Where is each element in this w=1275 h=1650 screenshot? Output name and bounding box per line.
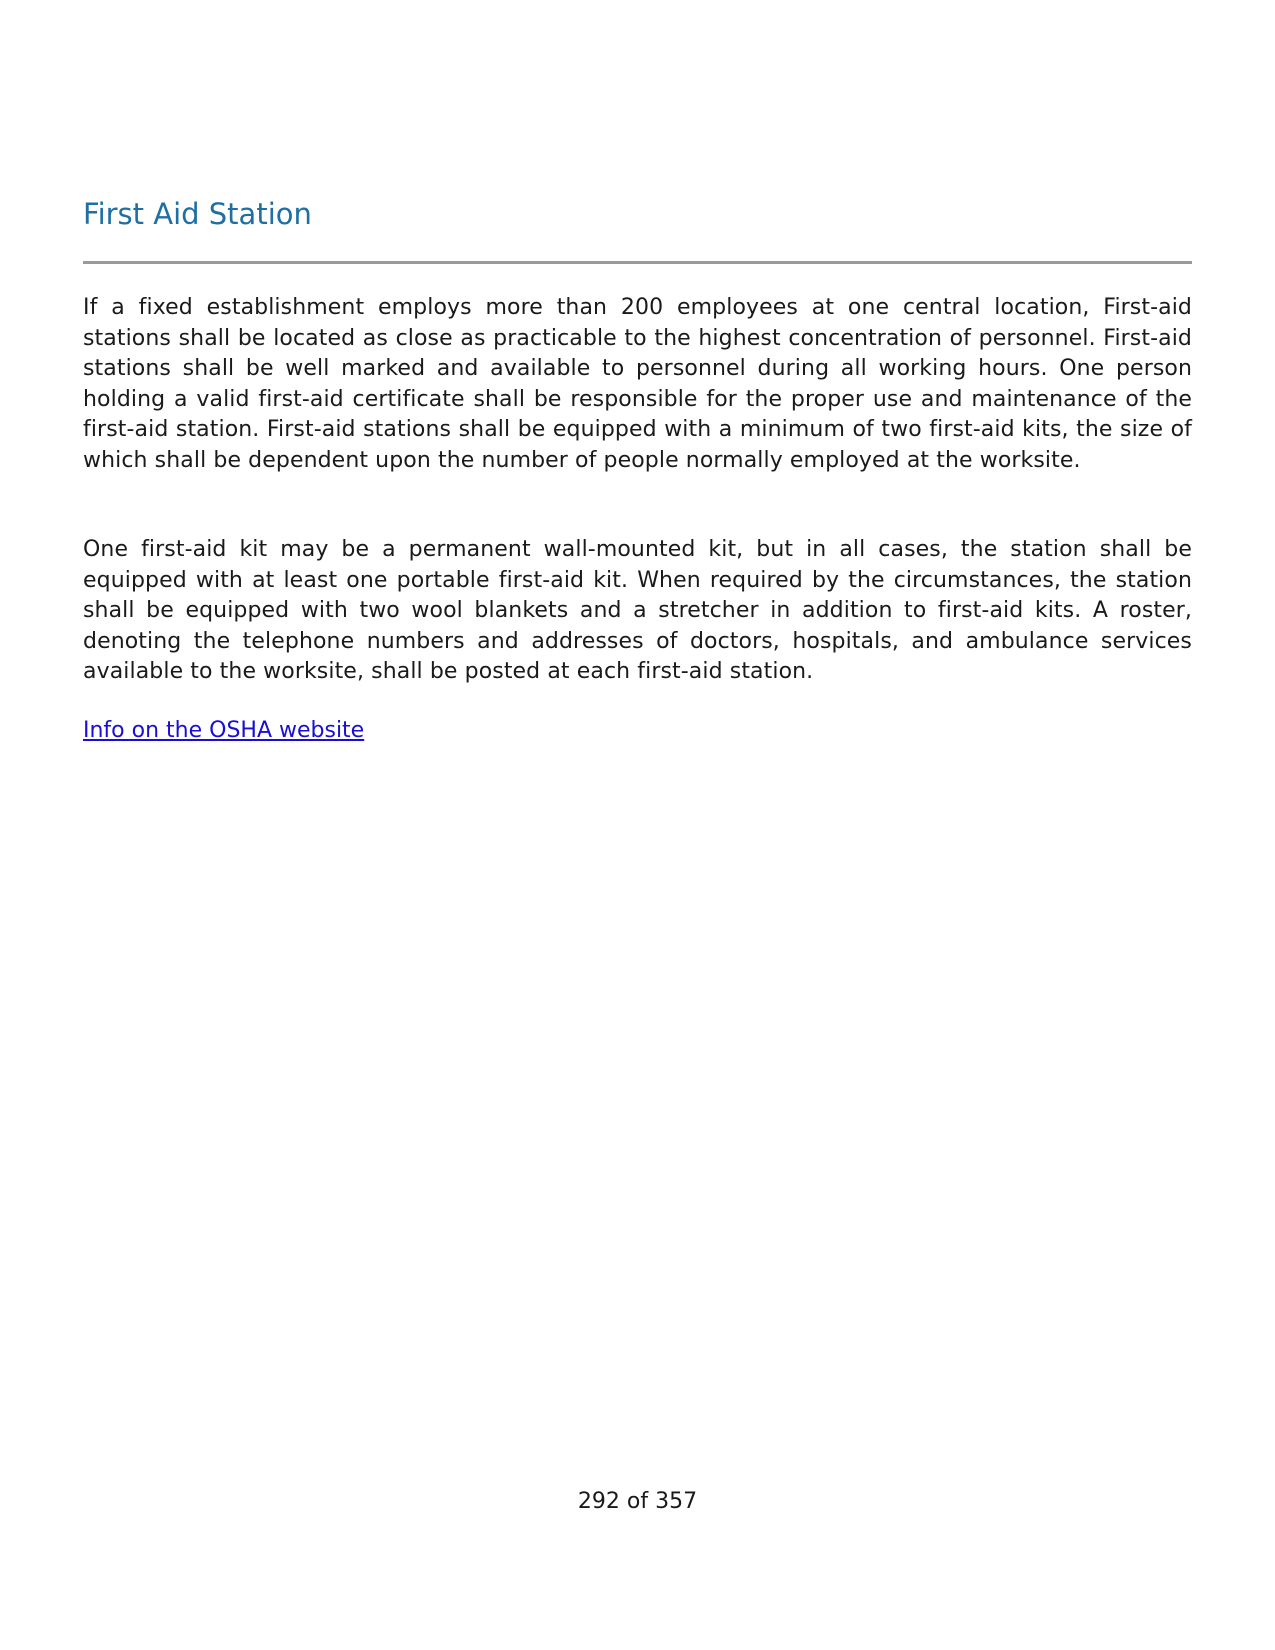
title-divider (83, 261, 1192, 264)
page-number: 292 of 357 (577, 1489, 698, 1514)
paragraph-first-aid-kits: One first-aid kit may be a permanent wall-mounted kit, but in all cases, the station shall be equipped with at least one portable first-aid kit. When required by the circumstances, the station shall be equipped with two wool blankets and a stretcher in addition to first-aid kits. A roster, denoting the telephone numbers and addresses of doctors, hospitals, and ambulance services available to the worksite, shall be posted at each first-aid station. (83, 537, 1192, 684)
osha-website-link[interactable]: Info on the OSHA website (83, 718, 365, 743)
document-page (83, 0, 1192, 1650)
section-title: First Aid Station (83, 197, 312, 231)
paragraph-first-aid-requirements: If a fixed establishment employs more than 200 employees at one central location, First-aid stations shall be located as close as practicable to the highest concentration of personnel. First-aid stations shall be well marked and available to personnel during all working hours. One person holding a valid first-aid certificate shall be responsible for the proper use and maintenance of the first-aid station. First-aid stations shall be equipped with a minimum of two first-aid kits, the size of which shall be dependent upon the number of people normally employed at the worksite. (83, 295, 1192, 473)
